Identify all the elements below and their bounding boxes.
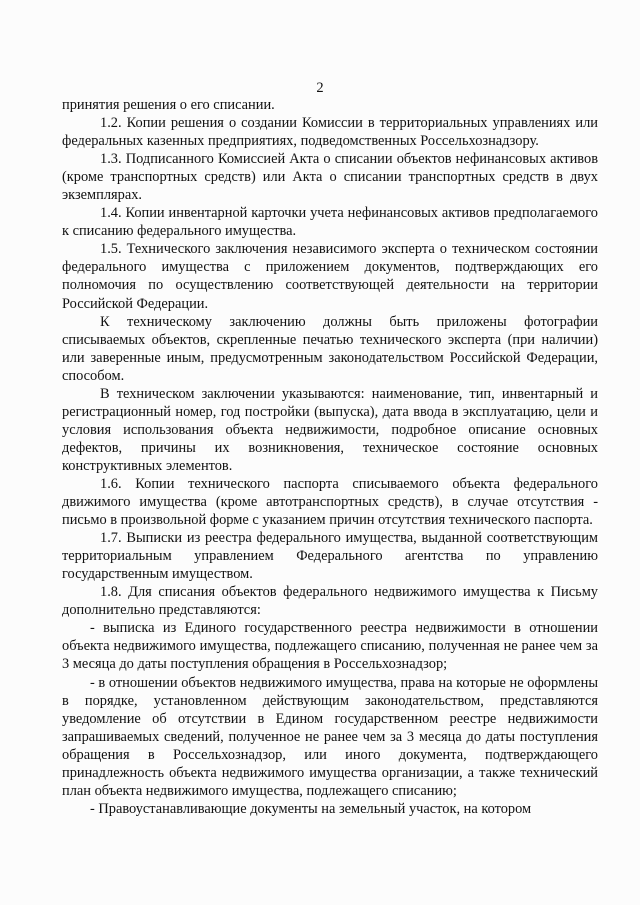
paragraph-1-7: 1.7. Выписки из реестра федерального имущества, выданной соответствующим территориальным управлением Федерального агентства по управлению государственным имуществом. — [62, 530, 598, 583]
list-item-registry-extract: - выписка из Единого государственного реестра недвижимости в отношении объекта недвижимого имущества, подлежащего списанию, полученная не ранее чем за 3 месяца до даты поступления обращения в Россельхознадзор; — [62, 620, 598, 673]
paragraph-1-5: 1.5. Технического заключения независимого эксперта о техническом состоянии федерального имущества с приложением документов, подтверждающих его полномочия по осуществлению соответствующей деятельности на территории Российской Федерации. — [62, 241, 598, 312]
page-number: 2 — [316, 80, 324, 96]
paragraph-continuation: принятия решения о его списании. — [62, 97, 275, 113]
paragraph-1-8: 1.8. Для списания объектов федерального недвижимого имущества к Письму дополнительно представляются: — [62, 584, 598, 619]
paragraph-1-4: 1.4. Копии инвентарной карточки учета нефинансовых активов предполагаемого к списанию федерального имущества. — [62, 205, 598, 240]
paragraph-1-2: 1.2. Копии решения о создании Комиссии в территориальных управлениях или федеральных казенных предприятиях, подведомственных Россельхознадзору. — [62, 115, 598, 150]
paragraph-1-6: 1.6. Копии технического паспорта списываемого объекта федерального движимого имущества (кроме автотранспортных средств), в случае отсутствия - письмо в произвольной форме с указанием причин отсутствия технического паспорта. — [62, 475, 598, 529]
paragraph-photos: К техническому заключению должны быть приложены фотографии списываемых объектов, скрепленные печатью технического эксперта (при наличии) или заверенные иным, предусмотренным законодательством Российской Федерации, способом. — [62, 313, 598, 384]
list-item-unregistered-rights: - в отношении объектов недвижимого имущества, права на которые не оформлены в порядке, установленном действующим законодательством, представляются уведомление об отсутствии в Едином государственном реестре недвижимости запрашиваемых сведений, полученное не ранее чем за 3 месяца до даты поступления обращения в Россельхознадзор, или иного документа, подтверждающего принадлежность объекта недвижимого имущества организации, а также технический план объекта недвижимого имущества, подлежащего списанию; — [62, 674, 598, 799]
paragraph-1-3: 1.3. Подписанного Комиссией Акта о списании объектов нефинансовых активов (кроме транспортных средств) или Акта о списании транспортных средств в двух экземплярах. — [62, 151, 598, 204]
paragraph-technical-conclusion: В техническом заключении указываются: наименование, тип, инвентарный и регистрационный номер, год постройки (выпуска), дата ввода в эксплуатацию, цели и условия использования объекта недвижимости, подробное описание основных дефектов, причины их возникновения, техническое состояние основных конструктивных элементов. — [62, 385, 598, 474]
document-body — [62, 96, 598, 818]
list-item-land-documents: - Правоустанавливающие документы на земельный участок, на котором — [90, 800, 532, 817]
